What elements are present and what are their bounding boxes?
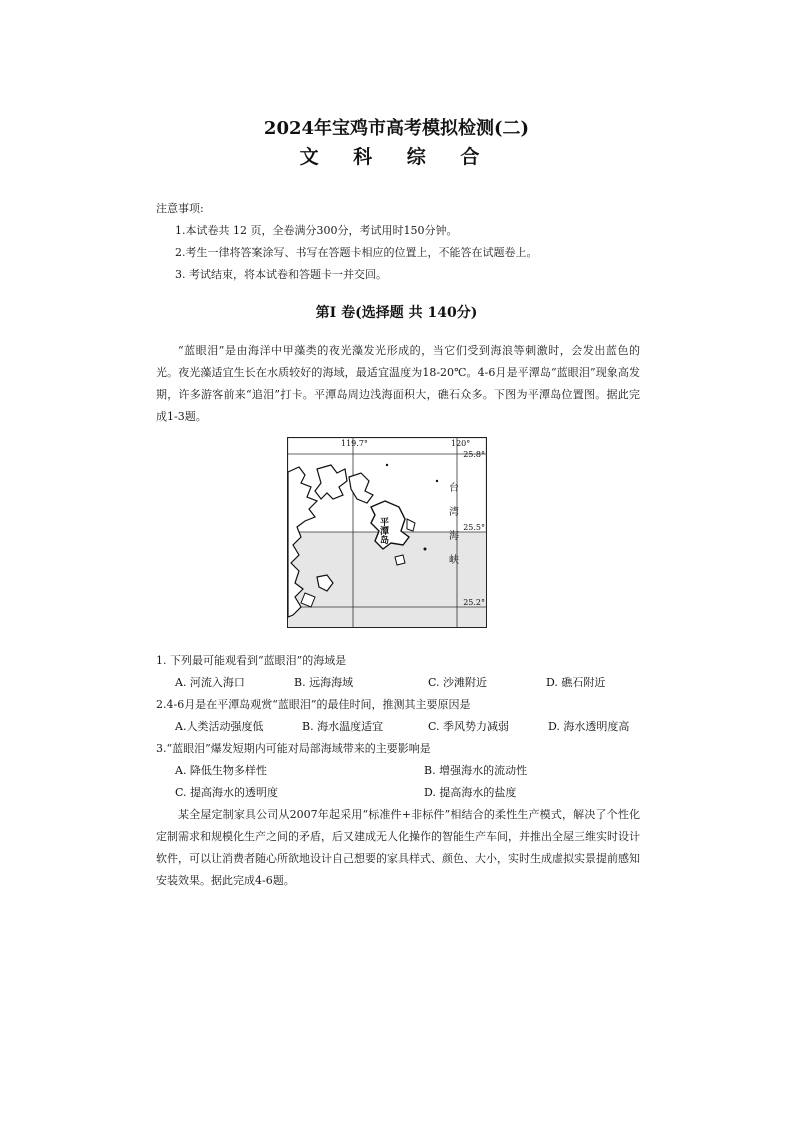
question-1-stem: 1. 下列最可能观看到“蓝眼泪”的海域是 bbox=[156, 654, 347, 667]
note-item-3: 3. 考试结束，将本试卷和答题卡一并交回。 bbox=[175, 268, 387, 281]
note-item-2: 2.考生一律将答案涂写、书写在答题卡相应的位置上，不能答在试题卷上。 bbox=[175, 246, 538, 259]
island-label: 平潭岛 bbox=[378, 517, 388, 544]
lon-label-119-7: 119.7° bbox=[341, 439, 368, 448]
notes-heading: 注意事项: bbox=[156, 202, 204, 215]
q2-option-c: C. 季风势力减弱 bbox=[428, 720, 510, 733]
islet-south bbox=[395, 555, 405, 565]
section-title: 第Ⅰ 卷(选择题 共 140分) bbox=[315, 305, 478, 321]
q1-option-c: C. 沙滩附近 bbox=[428, 676, 488, 689]
reef-dot bbox=[424, 548, 427, 551]
q1-option-a: A. 河流入海口 bbox=[175, 676, 245, 689]
q2-option-d: D. 海水透明度高 bbox=[548, 720, 630, 733]
passage-1: “蓝眼泪”是由海洋中甲藻类的夜光藻发光形成的，当它们受到海浪等刺激时，会发出蓝色的光。夜光藻适宜生长在水质较好的海域，最适宜温度为18-20℃。4-6月是平潭岛“蓝眼泪”现象高发期，许多游客前来“追泪”打卡。平潭岛周边浅海面积大，礁石众多。下图为平潭岛位置图。据此完成1-3题。 bbox=[156, 344, 640, 423]
q1-option-b: B. 远海海域 bbox=[294, 676, 354, 689]
q2-option-b: B. 海水温度适宜 bbox=[302, 720, 384, 733]
q3-option-c: C. 提高海水的透明度 bbox=[175, 786, 279, 799]
lon-label-120: 120° bbox=[451, 439, 471, 448]
pingtan-location-map bbox=[287, 437, 487, 628]
q3-option-b: B. 增强海水的流动性 bbox=[424, 764, 528, 777]
pingtan-label bbox=[378, 516, 389, 545]
q2-option-a: A.人类活动强度低 bbox=[175, 720, 264, 733]
q1-option-d: D. 礁石附近 bbox=[546, 676, 606, 689]
exam-subtitle: 文 科 综 合 bbox=[299, 146, 494, 168]
reef-dot bbox=[386, 464, 388, 466]
passage-2: 某全屋定制家具公司从2007年起采用“标准件+非标件”相结合的柔性生产模式，解决了个性化定制需求和规模化生产之间的矛盾，后又建成无人化操作的智能生产车间，并推出全屋三维实时设计软件，可以让消费者随心所欲地设计自己想要的家具样式、颜色、大小，实时生成虚拟实景提前感知安装效果。据此完成4-6题。 bbox=[156, 808, 640, 887]
question-2-stem: 2.4-6月是在平潭岛观赏“蓝眼泪”的最佳时间，推测其主要原因是 bbox=[156, 698, 471, 711]
exam-title: 2024年宝鸡市高考模拟检测(二) bbox=[263, 118, 530, 139]
lat-label-25-2: 25.2° bbox=[463, 598, 485, 607]
q3-option-a: A. 降低生物多样性 bbox=[175, 764, 267, 777]
q3-option-d: D. 提高海水的盐度 bbox=[424, 786, 517, 799]
strait-label-text: 台湾海峡 bbox=[446, 482, 458, 578]
lat-label-25-8: 25.8° bbox=[463, 450, 485, 459]
question-3-stem: 3.“蓝眼泪”爆发短期内可能对局部海域带来的主要影响是 bbox=[156, 742, 431, 755]
lat-label-25-5: 25.5° bbox=[463, 523, 485, 532]
strait-label bbox=[447, 481, 459, 578]
note-item-1: 1.本试卷共 12 页，全卷满分300分，考试用时150分钟。 bbox=[175, 224, 458, 237]
reef-dot bbox=[436, 480, 438, 482]
